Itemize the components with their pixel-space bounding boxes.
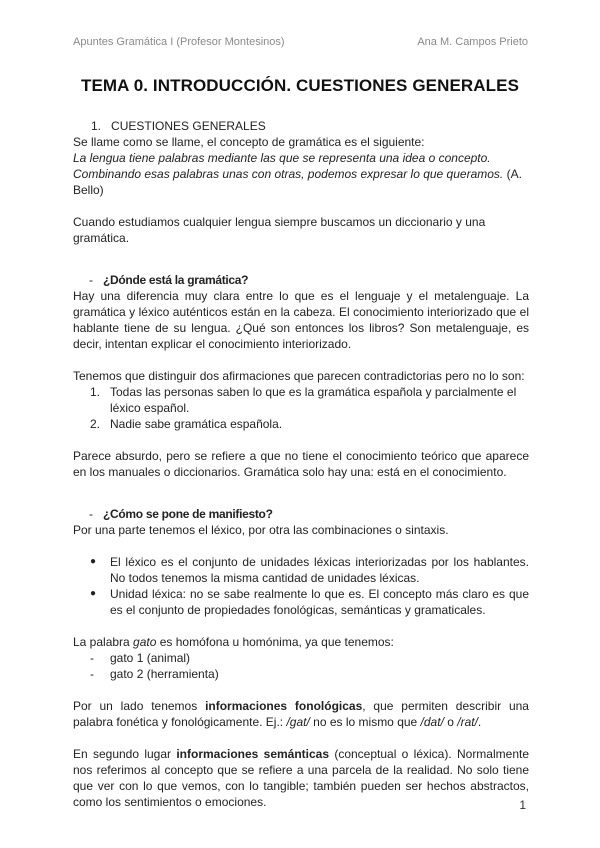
- lexicon-bullets: [73, 554, 529, 618]
- list-item: 1. Todas las personas saben lo que es la gramática española y parcialmente el léxico español.: [90, 385, 517, 415]
- bullet-icon: ●: [90, 588, 97, 599]
- subheading-como: [73, 506, 529, 522]
- list-item: ● El léxico es el conjunto de unidades léxicas interiorizadas por los hablantes. No todos tenemos la misma cantidad de unidades léxicas.: [90, 555, 529, 585]
- affirmations-list: [73, 384, 529, 432]
- header-left: Apuntes Gramática I (Profesor Montesinos): [73, 36, 285, 48]
- page-title: TEMA 0. INTRODUCCIÓN. CUESTIONES GENERALES: [80, 76, 520, 95]
- list-item: - gato 2 (herramienta): [90, 667, 219, 681]
- subheading-dash: -: [89, 273, 93, 287]
- subheading-dash: -: [89, 507, 93, 521]
- section-heading: [73, 118, 529, 134]
- intro-quote: [73, 150, 529, 198]
- list-item: ● Unidad léxica: no se sabe realmente lo que es. El concepto más claro es que es el conjunto de propiedades fonológicas, semánticas y gramaticales.: [90, 587, 529, 617]
- bullet-icon: ●: [90, 556, 97, 567]
- quote-author: (A. Bello): [73, 167, 522, 197]
- lexicon-syntax-paragraph: Por una parte tenemos el léxico, por otra las combinaciones o sintaxis.: [73, 523, 449, 537]
- subheading-title: ¿Cómo se pone de manifiesto?: [103, 507, 273, 521]
- subheading-title: ¿Dónde está la gramática?: [103, 273, 249, 287]
- list-item: 2. Nadie sabe gramática española.: [90, 417, 283, 431]
- phonological-paragraph: Por un lado tenemos informaciones fonológicas, que permiten describir una palabra fonética y fonológicamente. Ej.: /gat/ no es lo mismo que /dat/ o /rat/.: [73, 699, 529, 729]
- section-number: 1.: [91, 119, 102, 133]
- header-right: Ana M. Campos Prieto: [417, 36, 528, 48]
- page-number: 1: [519, 798, 526, 812]
- list-item: - gato 1 (animal): [90, 651, 191, 665]
- gato-list: [73, 650, 529, 682]
- subheading-donde: [73, 272, 529, 288]
- quote-text: La lengua tiene palabras mediante las que se representa una idea o concepto. Combinando esas palabras unas con otras, podemos expresar lo que queramos.: [73, 151, 504, 181]
- section-label: CUESTIONES GENERALES: [111, 119, 266, 133]
- dictionary-paragraph: Cuando estudiamos cualquier lengua siempre buscamos un diccionario y una gramática.: [73, 215, 486, 245]
- metalanguage-paragraph: Hay una diferencia muy clara entre lo que es el lenguaje y el metalenguaje. La gramática y léxico auténticos están en la cabeza. El conocimiento interiorizado que el hablante tiene de su lengua. ¿Qué son entonces los libros? Son metalenguaje, es decir, intentan explicar el conocimiento interiorizado.: [73, 289, 529, 351]
- semantic-paragraph: En segundo lugar informaciones semánticas (conceptual o léxica). Normalmente nos referimos al concepto que se refiere a una parcela de la realidad. No solo tiene que ver con lo que vemos, con lo tangible; también pueden ser hechos abstractos, como los sentimientos o emociones.: [73, 747, 529, 809]
- affirmations-intro: Tenemos que distinguir dos afirmaciones que parecen contradictorias pero no lo son:: [73, 369, 525, 383]
- absurd-paragraph: Parece absurdo, pero se refiere a que no tiene el conocimiento teórico que aparece en los manuales o diccionarios. Gramática solo hay una: está en el conocimiento.: [73, 449, 529, 479]
- document-body: [73, 118, 529, 810]
- gato-paragraph: La palabra gato es homófona u homónima, ya que tenemos:: [73, 635, 394, 649]
- intro-line: Se llame como se llame, el concepto de gramática es el siguiente:: [73, 135, 425, 149]
